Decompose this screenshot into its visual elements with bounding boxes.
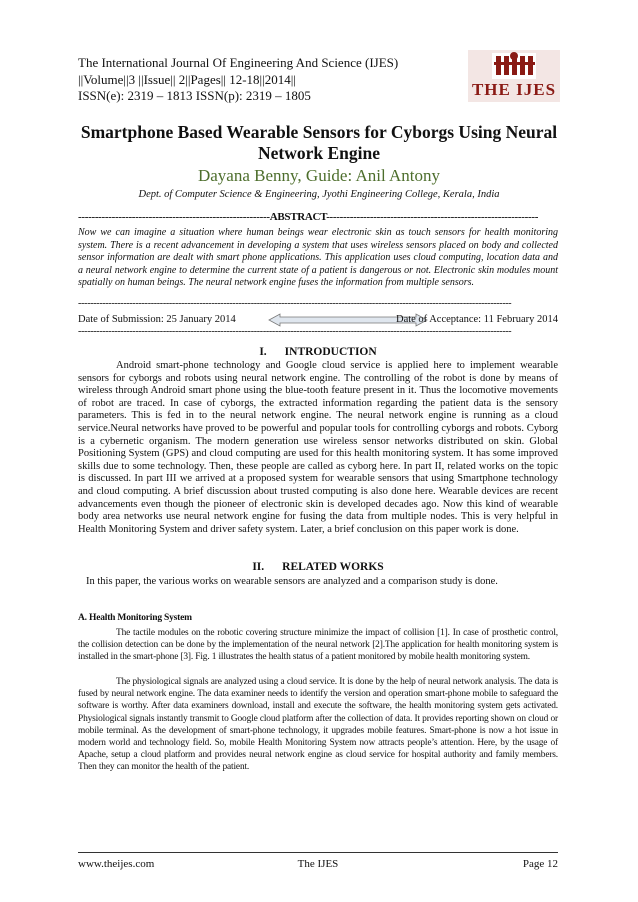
abstract-text: Now we can imagine a situation where human beings wear electronic skin as touch sensors for health monitoring system. There is a recent advancement in developing a system that uses wireless sensors placed on body and collected sensor information are dealt with smart phone applications. This application uses cloud computing, location data and a neural network engine to determine the current state of a patient is dangerous or not. Electronic skin modules mount spatially on human beings. The neural network engine fuses the information from multiple sensors.: [78, 227, 558, 289]
section-title: RELATED WORKS: [282, 561, 384, 573]
acceptance-date: Date of Acceptance: 11 February 2014: [395, 314, 558, 325]
journal-name: The International Journal Of Engineering And Science (IJES): [78, 55, 399, 70]
ijes-logo: [468, 50, 560, 102]
footer-website: www.theijes.com: [78, 858, 155, 870]
footer-page-number: Page 12: [522, 858, 558, 870]
section-number: II.: [252, 561, 265, 573]
journal-info: [78, 55, 398, 105]
journal-volume: ||Volume||3 ||Issue|| 2||Pages|| 12-18||2014||: [78, 71, 296, 87]
footer-journal: The IJES: [297, 858, 339, 870]
abstract-divider: -----------------------------------------------------------------------------------------------------------------------------------------------: [78, 298, 512, 309]
subsection-heading: A. Health Monitoring System: [78, 613, 192, 623]
section-title: INTRODUCTION: [284, 346, 377, 358]
subsection-paragraph-1: The tactile modules on the robotic covering structure minimize the impact of collision [1]. In case of prosthetic control, the collision detection can be done by the implementation of the neural network [2].The application for health monitoring system is installed in the smart-phone [3]. Fig. 1 illustrates the health status of a patient monitored by mobile health monitoring system.: [78, 628, 558, 663]
paper-title: Smartphone Based Wearable Sensors for Cyborgs Using Neural Network Engine: [80, 122, 558, 163]
introduction-heading: [78, 345, 558, 359]
related-works-heading: [78, 560, 558, 574]
page-footer: [78, 856, 558, 872]
paper-authors: Dayana Benny, Guide: Anil Antony: [197, 166, 441, 185]
logo-text: THE IJES: [471, 80, 557, 99]
paper-affiliation: Dept. of Computer Science & Engineering, Jyothi Engineering College, Kerala, India: [138, 189, 500, 200]
introduction-text: Android smart-phone technology and Google cloud service is applied here to implement wearable sensors for cyborgs and robots using neural network engine. The controlling of the robot is done by means of wireless through Android smart phone using the blue-tooth feature present in it. Thus the locomotive movements of robot are traced. In case of cyborgs, the extracted information regarding the patient data is the sensory parameters. This is fed in to the neural network engine. The neural network engine is running as a cloud service.Neural networks have proved to be powerful and popular tools for controlling cyborgs and robots. Cyborg is a cybernetic organism. The modern generation use wireless sensor networks distributed on skin. Global Positioning System (GPS) and cloud computing are used for this health monitoring system. It has some improved skills due to some technology. Then, these people are called as cyborg here. In part II, related works on the topic is discussed. In part III we arrived at a proposed system for wearable sensors that using Smartphone technology and cloud computing. A brief discussion about trusted computing is also done here. Wearable devices are recent advancements even though the pioneer of electronic skin is developed decades ago. Now this kind of wearable body area networks use neural network engine for fusing the data from multiple nodes. This is very helpful in Health Monitoring System and driver safety system. Later, a brief conclusion on this paper work is done.: [78, 360, 558, 535]
footer-rule: [78, 852, 558, 853]
dates-divider: -----------------------------------------------------------------------------------------------------------------------------------------------: [78, 326, 512, 337]
section-number: I.: [259, 346, 267, 358]
related-works-text: In this paper, the various works on wearable sensors are analyzed and a comparison study is done.: [86, 576, 498, 587]
submission-date: Date of Submission: 25 January 2014: [78, 314, 236, 325]
subsection-paragraph-2: The physiological signals are analyzed using a cloud service. It is done by the help of neural network analysis. The data is fused by neural network engine. The data examiner needs to identify the version and operation smart-phone mobile to safeguard the software is worthy. After data examiners download, install and execute the software, the health monitoring system gets activated. Physiological signals instantly transmit to Google cloud platform after the collection of data. It provides reporting shown on cloud or mobile terminal. As the development of smart-phone technology, it upgrades mobile features. Smart-phone is now a hot issue in modern world and technology field. So, mobile Health Monitoring System now attracts people’s attention. Here, by the usage of Apache, setup a cloud platform and provides neural network engine as cloud service for hospital authority and family members. Then they can monitor the health of the patient.: [78, 677, 558, 773]
journal-issn: ISSN(e): 2319 – 1813 ISSN(p): 2319 – 1805: [78, 88, 311, 103]
abstract-heading: ---------------------------------------------------------ABSTRACT---------------------------------------------------------------: [78, 211, 539, 223]
